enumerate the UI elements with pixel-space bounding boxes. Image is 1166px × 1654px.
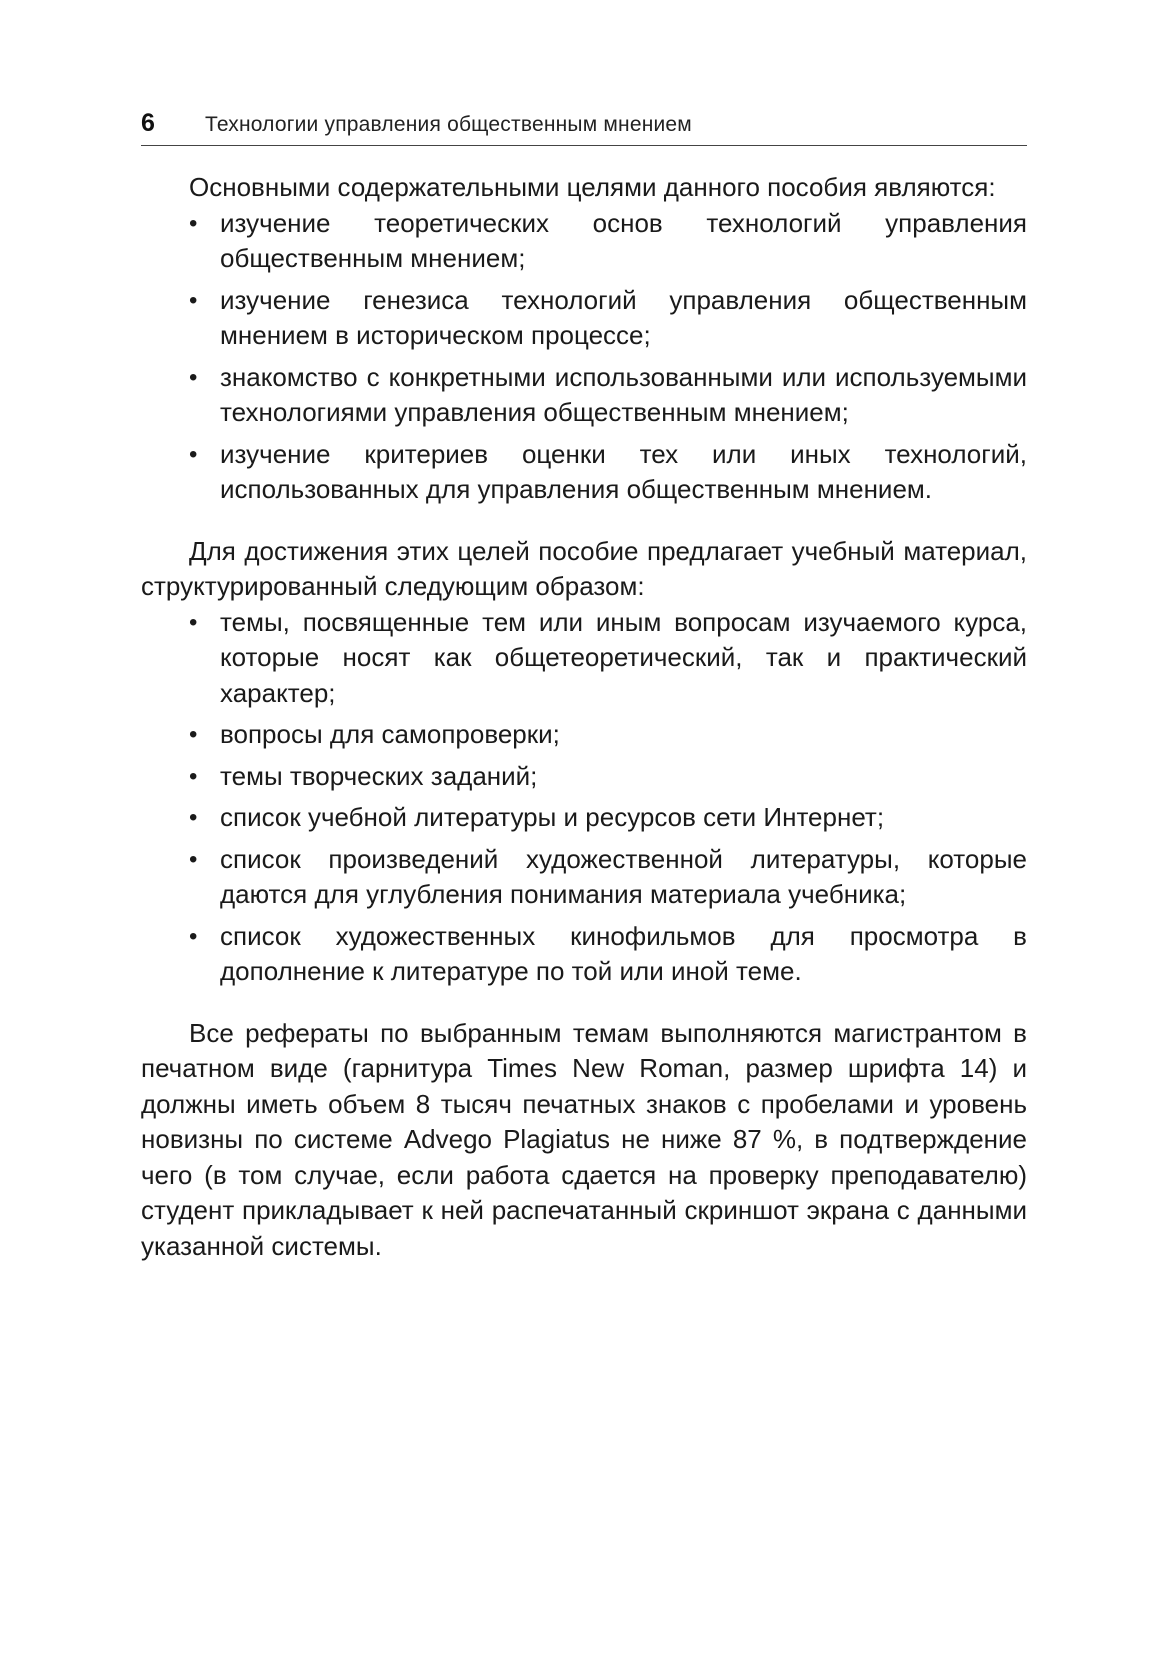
structure-list-item: • список произведений художественной литературы, которые даются для углубления понимания материала учебника; bbox=[141, 842, 1027, 913]
structure-list-item: • темы, посвященные тем или иным вопросам изучаемого курса, которые носят как общетеоретический, так и практический характер; bbox=[141, 605, 1027, 712]
structure-intro: Для достижения этих целей пособие предлагает учебный материал, структурированный следующим образом: bbox=[141, 535, 1027, 601]
goals-intro: Основными содержательными целями данного пособия являются: bbox=[189, 172, 996, 202]
running-title: Технологии управления общественным мнением bbox=[205, 113, 692, 136]
goals-list bbox=[141, 206, 1027, 508]
essay-requirements-paragraph: Все рефераты по выбранным темам выполняются магистрантом в печатном виде (гарнитура Times New Roman, размер шрифта 14) и должны иметь объем 8 тысяч печатных знаков с пробелами и уровень новизны по системе Advego Plagiatus не ниже 87 %, в подтверждение чего (в том случае, если работа сдается на проверку преподавателю) студент прикладывает к ней распечатанный скриншот экрана с данными указанной системы. bbox=[141, 1017, 1027, 1261]
goals-list-item: • изучение генезиса технологий управления общественным мнением в историческом процессе; bbox=[141, 283, 1027, 354]
structure-list-item: • список художественных кинофильмов для просмотра в дополнение к литературе по той или иной теме. bbox=[141, 919, 1027, 990]
goals-list-item: • изучение критериев оценки тех или иных технологий, использованных для управления общественным мнением. bbox=[141, 437, 1027, 508]
page-header bbox=[141, 107, 1027, 146]
structure-list bbox=[141, 605, 1027, 990]
structure-list-item: • список учебной литературы и ресурсов сети Интернет; bbox=[141, 800, 1027, 836]
goals-list-item: • изучение теоретических основ технологий управления общественным мнением; bbox=[141, 206, 1027, 277]
goals-list-item: • знакомство с конкретными использованными или используемыми технологиями управления общественным мнением; bbox=[141, 360, 1027, 431]
body-text bbox=[141, 170, 1027, 1264]
structure-list-item: • темы творческих заданий; bbox=[141, 759, 1027, 795]
structure-list-item: • вопросы для самопроверки; bbox=[141, 717, 1027, 753]
page-number: 6 bbox=[141, 109, 155, 137]
